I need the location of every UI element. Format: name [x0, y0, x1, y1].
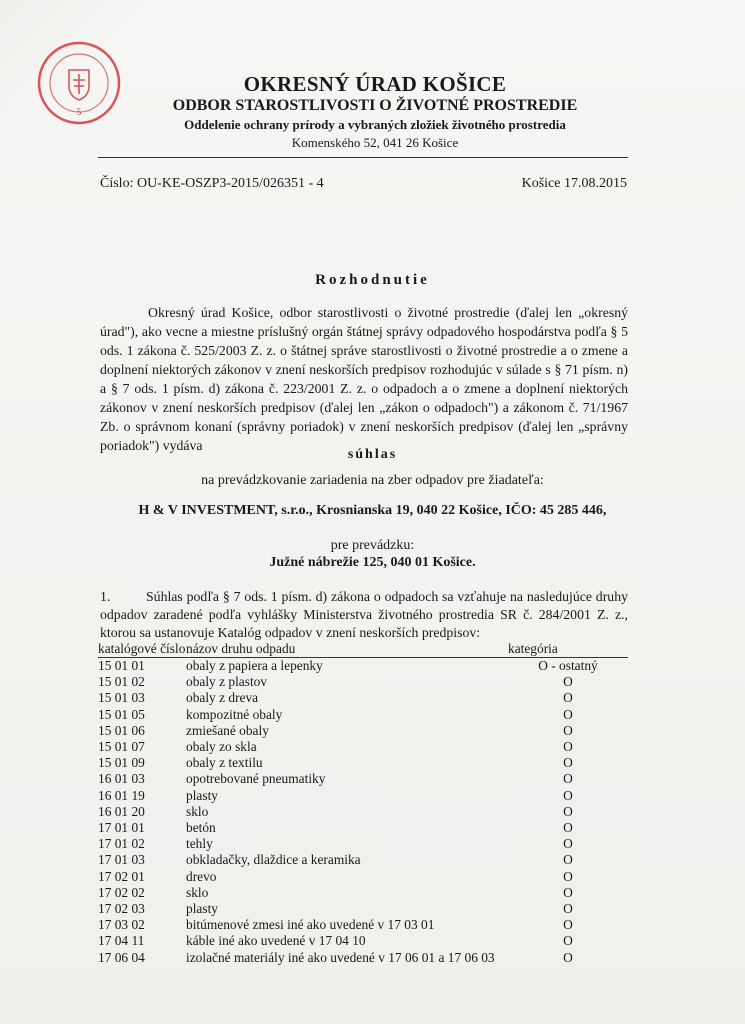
catalog-number: 17 01 02	[98, 836, 145, 852]
header-waste-name: názov druhu odpadu	[186, 640, 508, 658]
table-row	[98, 707, 628, 723]
waste-category: O	[563, 820, 573, 836]
waste-category: O	[563, 803, 573, 819]
catalog-number: 15 01 05	[98, 706, 145, 722]
waste-category: O	[563, 852, 573, 868]
table-row	[98, 788, 628, 804]
waste-name: obaly z plastov	[186, 674, 268, 690]
waste-category: O - ostatný	[538, 658, 598, 673]
waste-category: O	[563, 755, 573, 771]
department-name: ODBOR STAROSTLIVOSTI O ŽIVOTNÉ PROSTREDIE	[172, 97, 578, 114]
waste-category: O	[563, 868, 573, 884]
catalog-number: 17 02 01	[98, 868, 145, 884]
intro-paragraph: Okresný úrad Košice, odbor starostlivosti o životné prostredie (ďalej len „okresný úrad"), ako vecne a miestne príslušný orgán štátnej správy odpadového hospodárstva podľa § 5 ods. 1 zákona č. 525/2003 Z. z. o štátnej správe starostlivosti o životné prostredie a o zmene a doplnení niektorých zákonov v znení neskorších predpisov rozhodujúc v súlade s § 71 písm. n) a § 7 ods. 1 písm. d) zákona č. 223/2001 Z. z. o odpadoch a o zmene a doplnení niektorých zákonov v znení neskorších predpisov (ďalej len „zákon o odpadoch") a zákonom č. 71/1967 Zb. o správnom konaní (správny poriadok) v znení neskorších predpisov (ďalej len „správny poriadok") vydáva	[100, 305, 628, 453]
waste-category: O	[563, 739, 573, 755]
office-name: OKRESNÝ ÚRAD KOŠICE	[243, 72, 507, 96]
waste-name: obaly z dreva	[186, 690, 259, 706]
table-row	[98, 723, 628, 739]
waste-category: O	[563, 933, 573, 949]
catalog-number: 16 01 03	[98, 771, 145, 787]
waste-category: O	[563, 917, 573, 933]
section-name: Oddelenie ochrany prírody a vybraných zložiek životného prostredia	[184, 117, 566, 132]
catalog-number: 15 01 01	[98, 658, 145, 673]
waste-name: sklo	[186, 803, 209, 819]
waste-name: betón	[186, 820, 216, 836]
table-row	[98, 933, 628, 949]
catalog-number: 16 01 19	[98, 787, 145, 803]
office-address: Komenského 52, 041 26 Košice	[291, 135, 459, 150]
table-row	[98, 690, 628, 706]
header-category: kategória	[508, 640, 628, 658]
waste-name: obaly z papiera a lepenky	[186, 658, 323, 673]
waste-name: izolačné materiály iné ako uvedené v 17 06 01 a 17 06 03	[186, 949, 495, 965]
table-row	[98, 674, 628, 690]
waste-name: opotrebované pneumatiky	[186, 771, 326, 787]
table-row	[98, 820, 628, 836]
waste-category: O	[563, 901, 573, 917]
letterhead	[140, 72, 610, 151]
catalog-number: 15 01 02	[98, 674, 145, 690]
catalog-number: 15 01 06	[98, 722, 145, 738]
header-divider	[98, 157, 628, 158]
waste-name: kompozitné obaly	[186, 706, 283, 722]
header-catalog-number: katalógové číslo	[98, 641, 186, 656]
document-title: Rozhodnutie	[315, 272, 430, 288]
catalog-number: 15 01 09	[98, 755, 145, 771]
reference-number: Číslo: OU-KE-OSZP3-2015/026351 - 4	[100, 176, 324, 191]
table-row	[98, 771, 628, 787]
waste-name: sklo	[186, 884, 209, 900]
table-row	[98, 852, 628, 868]
waste-name: bitúmenové zmesi iné ako uvedené v 17 03 01	[186, 917, 435, 933]
table-row	[98, 869, 628, 885]
table-row	[98, 950, 628, 966]
waste-name: drevo	[186, 868, 217, 884]
waste-category: O	[563, 836, 573, 852]
operation-address: Južné nábrežie 125, 040 01 Košice.	[269, 555, 476, 570]
waste-category: O	[563, 949, 573, 965]
waste-name: káble iné ako uvedené v 17 04 10	[186, 933, 366, 949]
catalog-number: 17 04 11	[98, 933, 145, 949]
waste-name: obaly z textilu	[186, 755, 263, 771]
waste-name: tehly	[186, 836, 213, 852]
point-1-text: Súhlas podľa § 7 ods. 1 písm. d) zákona o odpadoch sa vzťahuje na nasledujúce druhy odpadov zaradené podľa vyhlášky Ministerstva životného prostredia SR č. 284/2001 Z. z., ktorou sa ustanovuje Katalóg odpadov v znení neskorších predpisov:	[100, 589, 628, 640]
catalog-number: 17 03 02	[98, 917, 145, 933]
applicant-details: H & V INVESTMENT, s.r.o., Krosnianska 19, 040 22 Košice, IČO: 45 285 446,	[138, 503, 607, 518]
consent-heading: súhlas	[347, 447, 398, 462]
table-row	[98, 885, 628, 901]
waste-name: plasty	[186, 787, 218, 803]
catalog-number: 16 01 20	[98, 803, 145, 819]
catalog-number: 17 02 02	[98, 884, 145, 900]
point-number: 1.	[100, 589, 111, 604]
waste-category: O	[563, 722, 573, 738]
waste-category: O	[563, 884, 573, 900]
waste-category: O	[563, 690, 573, 706]
catalog-number: 17 01 01	[98, 820, 145, 836]
catalog-number: 17 02 03	[98, 901, 145, 917]
table-row	[98, 917, 628, 933]
waste-name: obaly zo skla	[186, 739, 257, 755]
waste-name: obkladačky, dlaždice a keramika	[186, 852, 361, 868]
waste-name: plasty	[186, 901, 218, 917]
catalog-number: 15 01 07	[98, 739, 145, 755]
waste-category: O	[563, 787, 573, 803]
table-header-row	[98, 640, 628, 658]
catalog-number: 15 01 03	[98, 690, 145, 706]
table-row	[98, 739, 628, 755]
table-row	[98, 658, 628, 675]
document-date: Košice 17.08.2015	[521, 176, 627, 191]
table-row	[98, 804, 628, 820]
point-1-paragraph	[100, 588, 628, 642]
svg-text:5: 5	[76, 107, 82, 117]
waste-category: O	[563, 674, 573, 690]
table-row	[98, 836, 628, 852]
table-row	[98, 755, 628, 771]
official-stamp	[36, 40, 122, 126]
catalog-number: 17 06 04	[98, 949, 145, 965]
waste-types-table	[98, 640, 628, 966]
waste-category: O	[563, 771, 573, 787]
operation-label: pre prevádzku:	[330, 538, 415, 553]
catalog-number: 17 01 03	[98, 852, 145, 868]
waste-category: O	[563, 706, 573, 722]
consent-purpose: na prevádzkovanie zariadenia na zber odpadov pre žiadateľa:	[201, 473, 544, 488]
waste-name: zmiešané obaly	[186, 722, 269, 738]
table-row	[98, 901, 628, 917]
